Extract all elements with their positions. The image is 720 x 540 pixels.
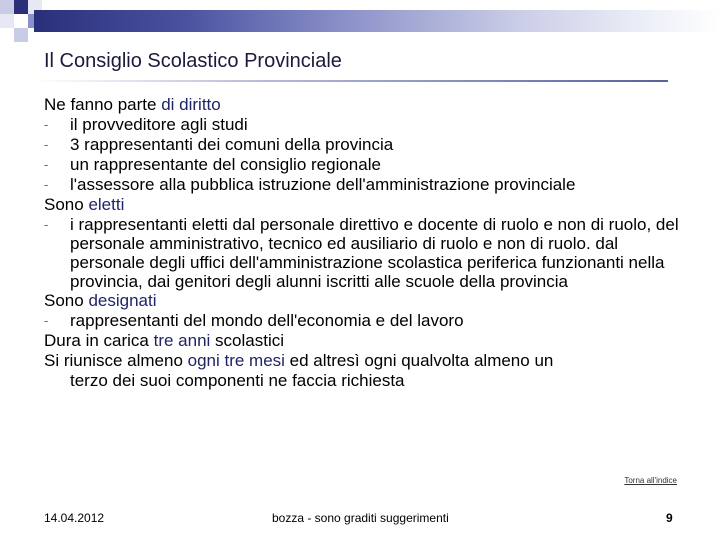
riunione-line: Si riunisce almeno ogni tre mesi ed altresì ogni qualvolta almeno un bbox=[44, 351, 554, 370]
bullet-dash: - bbox=[44, 117, 49, 132]
page-number: 9 bbox=[666, 511, 673, 525]
slide-body bbox=[44, 95, 684, 391]
footer-date: 14.04.2012 bbox=[44, 511, 105, 525]
list-item: - l'assessore alla pubblica istruzione dell'amministrazione provinciale bbox=[44, 175, 576, 194]
bullet-dash: - bbox=[44, 177, 49, 192]
list-item: - i rappresentanti eletti dal personale direttivo e docente di ruolo e non di ruolo, del personale amministrativo, tecnico ed ausiliario di ruolo e non di ruolo. dal personale degli uffici dell'amministrazione scolastica periferica funzionanti nella provincia, dai genitori degli alunni iscritti alle scuole della provincia bbox=[44, 215, 679, 291]
back-to-index-link[interactable]: Torna all'indice bbox=[624, 476, 677, 485]
list-item: - il provveditore agli studi bbox=[44, 115, 248, 134]
emphasis-designati: designati bbox=[88, 291, 157, 310]
bullet-dash: - bbox=[44, 217, 49, 232]
footer-note: bozza - sono graditi suggerimenti bbox=[272, 511, 449, 525]
bullet-dash: - bbox=[44, 157, 49, 172]
carica-line: Dura in carica tre anni scolastici bbox=[44, 331, 284, 350]
emphasis-tre-anni: tre anni bbox=[153, 331, 211, 350]
bullet-dash: - bbox=[44, 137, 49, 152]
slide-title: Il Consiglio Scolastico Provinciale bbox=[44, 50, 342, 72]
intro-line: Ne fanno parte di diritto bbox=[44, 95, 221, 114]
list-item: - rappresentanti del mondo dell'economia e del lavoro bbox=[44, 311, 464, 330]
title-underline bbox=[34, 80, 668, 82]
header-gradient-band bbox=[34, 10, 720, 32]
bullet-dash: - bbox=[44, 313, 49, 328]
emphasis-eletti: eletti bbox=[88, 195, 125, 214]
designati-line: Sono designati bbox=[44, 291, 157, 310]
eletti-line: Sono eletti bbox=[44, 195, 125, 214]
list-item: - un rappresentante del consiglio regionale bbox=[44, 155, 381, 174]
riunione-continuation: terzo dei suoi componenti ne faccia richiesta bbox=[70, 371, 405, 390]
list-item: - 3 rappresentanti dei comuni della provincia bbox=[44, 135, 394, 154]
emphasis-ogni-tre-mesi: ogni tre mesi bbox=[187, 351, 285, 370]
emphasis-di-diritto: di diritto bbox=[161, 95, 221, 114]
